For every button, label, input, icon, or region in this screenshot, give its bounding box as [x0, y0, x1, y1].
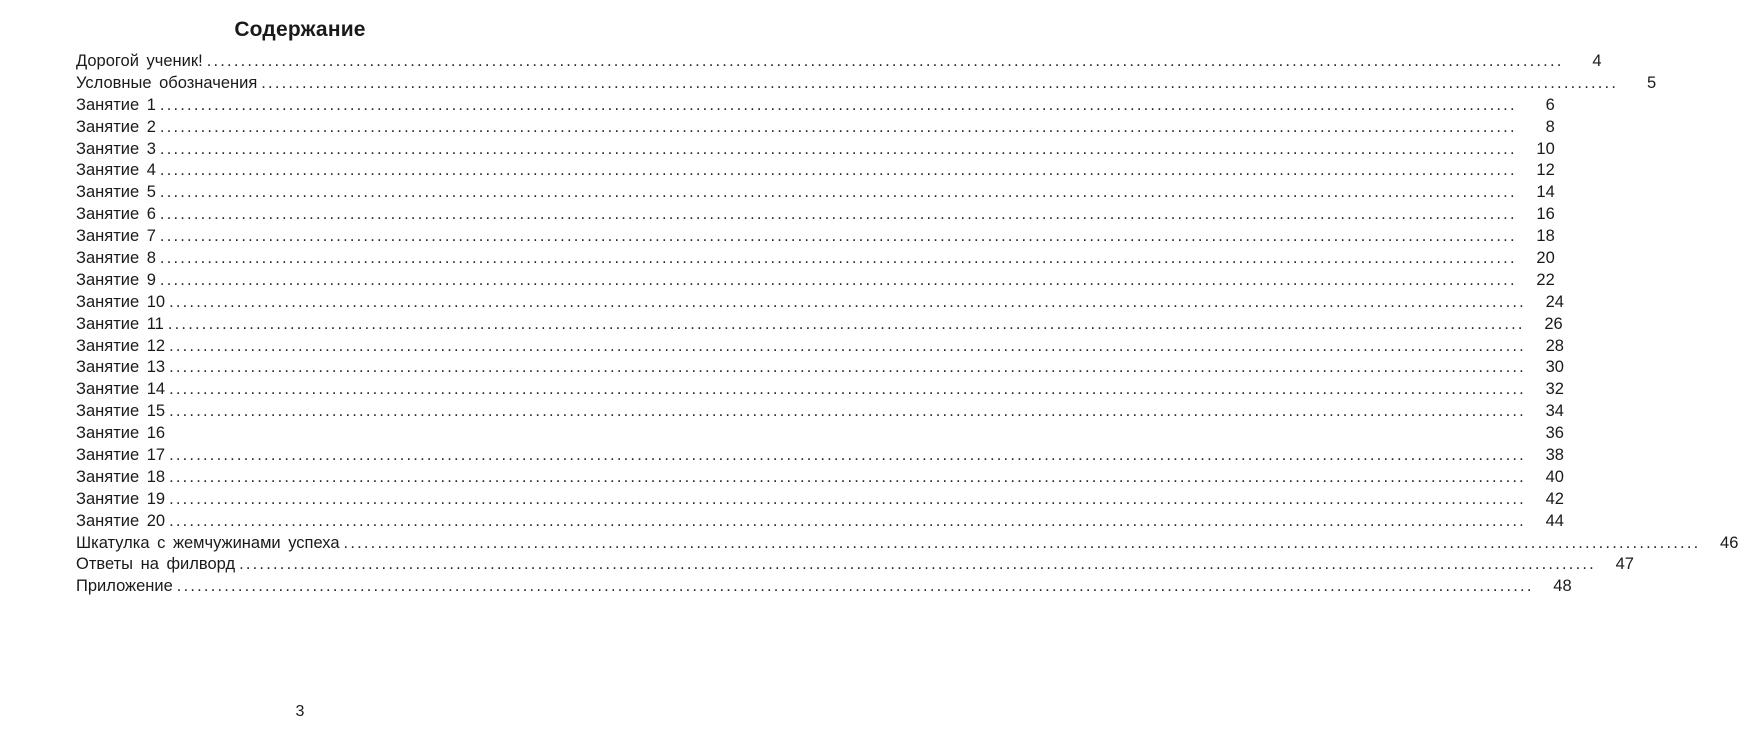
toc-entry-page: 8	[1545, 117, 1555, 136]
toc-entry-label: Занятие 6	[76, 205, 156, 224]
toc-entry-label: Занятие 12	[76, 336, 166, 355]
toc-entry-label: Занятие 11	[76, 314, 164, 333]
toc-entry-page: 47	[1615, 555, 1634, 574]
toc-entry	[76, 117, 1555, 139]
toc-entry	[76, 379, 1564, 401]
table-of-contents	[76, 51, 1738, 598]
toc-entry-page: 14	[1536, 183, 1555, 202]
toc-entry	[76, 270, 1555, 292]
toc-entry	[76, 51, 1602, 73]
toc-entry	[76, 445, 1564, 467]
toc-entry	[76, 73, 1657, 95]
toc-dot-leader: ........................................................................................................................................................................................................	[239, 555, 1596, 574]
toc-dot-leader: ........................................................................................................................................................................................................	[261, 73, 1619, 92]
toc-entry	[76, 139, 1555, 161]
toc-dot-leader: ........................................................................................................................................................................................................	[169, 292, 1526, 311]
toc-entry-page: 12	[1536, 161, 1555, 180]
toc-entry-page: 40	[1545, 467, 1564, 486]
toc-dot-leader: ........................................................................................................................................................................................................	[159, 249, 1517, 268]
toc-entry	[76, 467, 1564, 489]
toc-entry-page: 44	[1545, 511, 1564, 530]
toc-entry-label: Занятие 16	[76, 424, 166, 443]
toc-entry	[76, 226, 1555, 248]
toc-dot-leader: ........................................................................................................................................................................................................	[169, 489, 1526, 508]
toc-entry-page: 26	[1544, 314, 1563, 333]
toc-entry-page: 4	[1592, 52, 1602, 70]
toc-dot-leader: ........................................................................................................................................................................................................	[159, 227, 1517, 246]
toc-dot-leader: ........................................................................................................................................................................................................	[169, 336, 1526, 355]
toc-dot-leader: ........................................................................................................................................................................................................	[169, 358, 1526, 377]
toc-entry-page: 28	[1545, 336, 1564, 355]
toc-dot-leader: ........................................................................................................................................................................................................	[343, 533, 1701, 552]
toc-dot-leader: ........................................................................................................................................................................................................	[159, 270, 1517, 289]
page-title: Содержание	[234, 18, 366, 41]
toc-entry	[76, 95, 1555, 117]
toc-entry-page: 18	[1536, 227, 1555, 246]
page-number: 3	[295, 703, 305, 720]
toc-entry-label: Занятие 4	[76, 161, 156, 180]
toc-entry-label: Занятие 7	[76, 227, 156, 246]
toc-entry-label: Шкатулка с жемчужинами успеха	[76, 533, 340, 552]
toc-dot-leader: ........................................................................................................................................................................................................	[169, 511, 1526, 530]
toc-entry-label: Занятие 1	[76, 95, 156, 114]
toc-entry	[76, 576, 1572, 598]
toc-entry-page: 22	[1536, 270, 1555, 289]
toc-entry	[76, 248, 1555, 270]
toc-dot-leader: ........................................................................................................................................................................................................	[169, 467, 1526, 486]
toc-entry-page: 48	[1553, 577, 1572, 596]
toc-dot-leader: ........................................................................................................................................................................................................	[159, 117, 1517, 136]
toc-entry-label: Занятие 19	[76, 489, 166, 508]
toc-entry	[76, 160, 1555, 182]
toc-entry-label: Занятие 14	[76, 380, 166, 399]
toc-entry-page: 5	[1646, 73, 1657, 92]
toc-entry	[76, 292, 1564, 314]
toc-entry-label: Занятие 3	[76, 139, 156, 158]
toc-dot-leader: ........................................................................................................................................................................................................	[159, 139, 1517, 158]
toc-entry-page: 32	[1545, 380, 1564, 399]
toc-entry-page: 34	[1545, 402, 1564, 421]
toc-entry	[76, 554, 1634, 576]
toc-dot-leader: ........................................................................................................................................................................................................	[169, 446, 1526, 465]
toc-entry	[76, 489, 1564, 511]
toc-dot-leader: ........................................................................................................................................................................................................	[176, 577, 1534, 596]
toc-entry-label: Дорогой ученик!	[76, 52, 203, 70]
toc-entry-page: 6	[1545, 95, 1555, 114]
toc-entry-label: Занятие 17	[76, 446, 166, 465]
toc-entry-label: Занятие 13	[76, 358, 166, 377]
toc-entry	[76, 314, 1563, 336]
toc-entry	[76, 423, 1564, 445]
toc-entry-page: 46	[1720, 533, 1738, 552]
toc-entry-page: 16	[1536, 205, 1555, 224]
toc-entry-page: 20	[1536, 249, 1555, 268]
toc-entry-page: 30	[1545, 358, 1564, 377]
toc-dot-leader: ........................................................................................................................................................................................................	[159, 161, 1517, 180]
toc-entry	[76, 357, 1564, 379]
toc-entry	[76, 401, 1564, 423]
toc-entry-label: Занятие 5	[76, 183, 156, 202]
toc-entry-label: Занятие 15	[76, 402, 166, 421]
toc-entry	[76, 533, 1738, 555]
toc-dot-leader: ........................................................................................................................................................................................................	[206, 52, 1564, 70]
toc-dot-leader: ........................................................................................................................................................................................................	[169, 380, 1526, 399]
toc-entry	[76, 336, 1564, 358]
toc-entry-page: 38	[1545, 446, 1564, 465]
toc-entry	[76, 511, 1564, 533]
toc-entry-label: Занятие 8	[76, 249, 156, 268]
toc-entry-label: Занятие 18	[76, 467, 166, 486]
toc-entry-label: Занятие 20	[76, 511, 166, 530]
toc-entry-page: 42	[1545, 489, 1564, 508]
toc-entry-label: Занятие 9	[76, 270, 156, 289]
toc-dot-leader: ........................................................................................................................................................................................................	[159, 183, 1517, 202]
toc-entry	[76, 204, 1555, 226]
toc-entry-page: 10	[1536, 139, 1555, 158]
toc-entry-label: Условные обозначения	[76, 73, 258, 92]
toc-entry-label: Занятие 2	[76, 117, 156, 136]
toc-dot-leader: ........................................................................................................................................................................................................	[159, 95, 1517, 114]
toc-entry	[76, 182, 1555, 204]
toc-entry-page: 36	[1545, 424, 1564, 443]
toc-entry-label: Занятие 10	[76, 292, 166, 311]
toc-entry-label: Ответы на филворд	[76, 555, 236, 574]
toc-entry-page: 24	[1545, 292, 1564, 311]
toc-dot-leader: ........................................................................................................................................................................................................	[159, 205, 1517, 224]
toc-dot-leader: ........................................................................................................................................................................................................	[167, 314, 1525, 333]
toc-entry-label: Приложение	[76, 577, 173, 596]
toc-dot-leader: ........................................................................................................................................................................................................	[169, 402, 1526, 421]
